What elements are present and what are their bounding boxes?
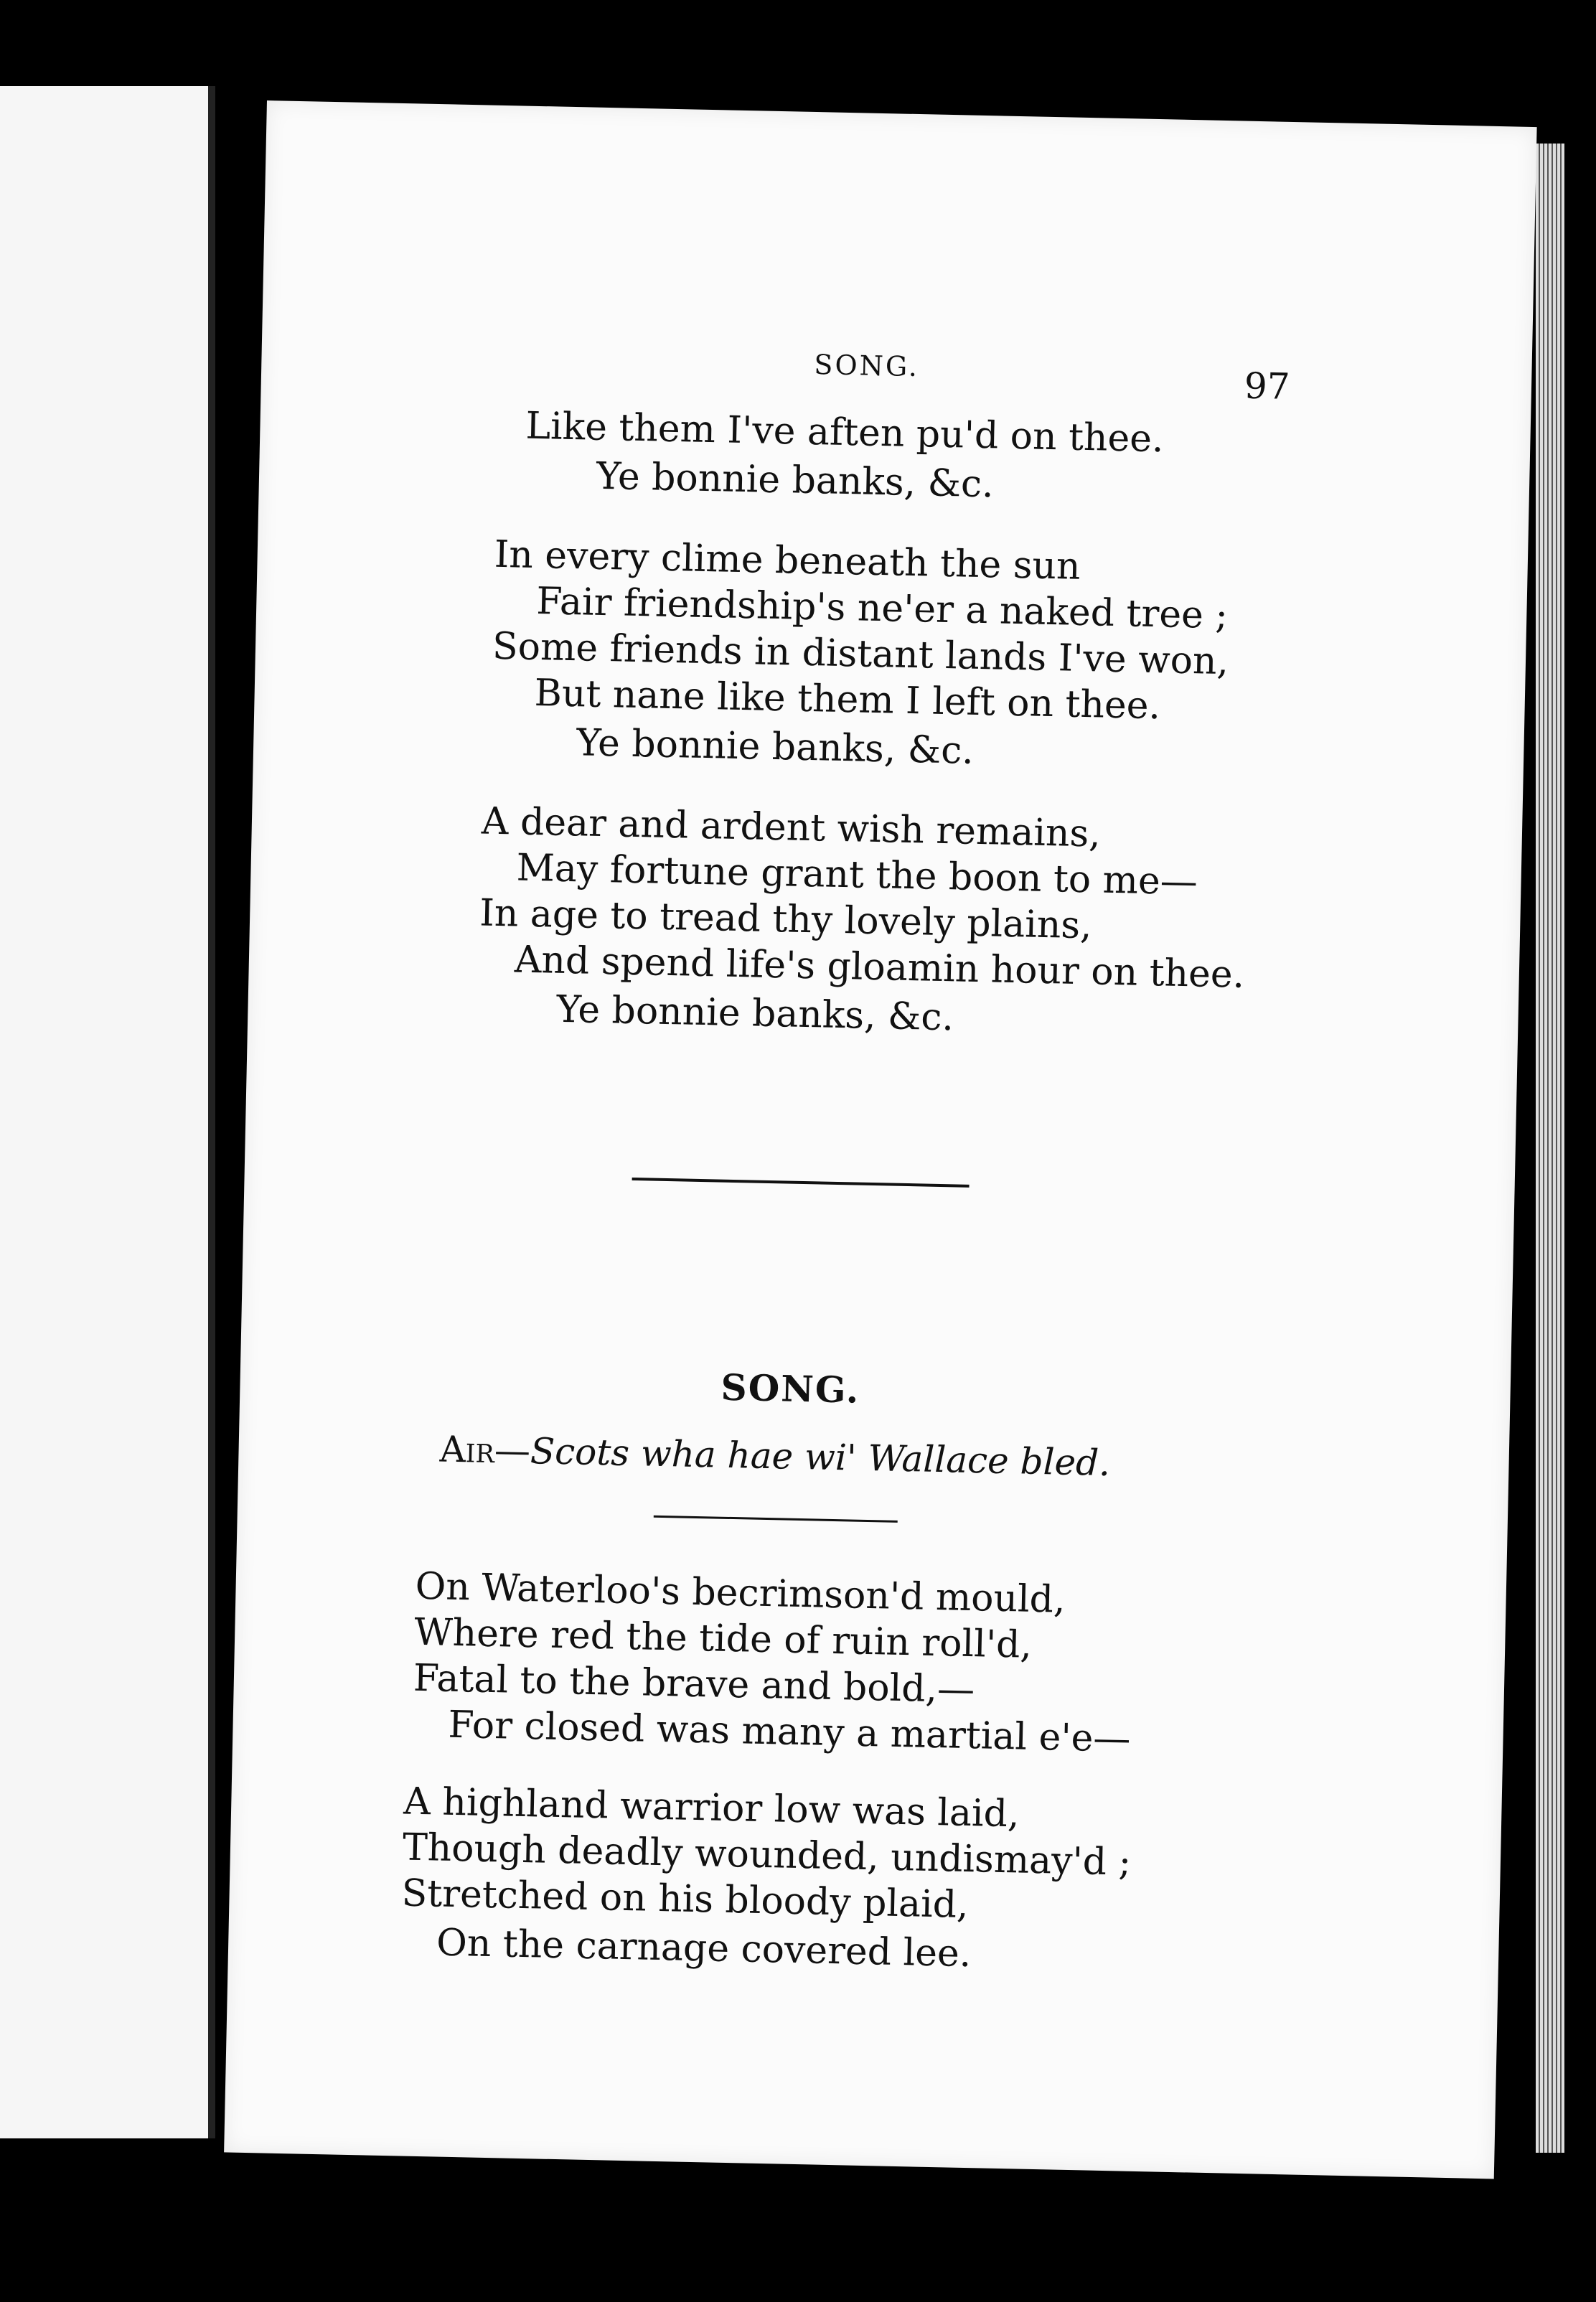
verse-line: And spend life's gloamin hour on thee. xyxy=(514,938,1245,997)
song-title: SONG. xyxy=(720,1366,860,1411)
verse-line: In age to tread thy lovely plains, xyxy=(479,891,1093,948)
running-head: SONG. xyxy=(813,349,920,383)
verse-line: Stretched on his bloody plaid, xyxy=(401,1871,970,1927)
verse-line: A dear and ardent wish remains, xyxy=(481,799,1102,856)
verse-line: Like them I've aften pu'd on thee. xyxy=(525,404,1165,461)
refrain-line: Ye bonnie banks, &c. xyxy=(576,721,975,773)
refrain-line: Ye bonnie banks, &c. xyxy=(596,454,995,507)
page-number: 97 xyxy=(1244,365,1291,408)
verse-line: May fortune grant the boon to me— xyxy=(516,846,1198,904)
refrain-line: Ye bonnie banks, &c. xyxy=(555,987,954,1040)
verse-line: A highland warrior low was laid, xyxy=(403,1780,1020,1836)
title-divider xyxy=(654,1516,898,1523)
verse-line: Though deadly wounded, undismay'd ; xyxy=(402,1826,1132,1884)
verse-line: On Waterloo's becrimson'd mould, xyxy=(415,1564,1066,1622)
air-title: Scots wha hae wi' Wallace bled. xyxy=(530,1430,1111,1485)
section-divider xyxy=(632,1178,970,1188)
verse-line: Fair friendship's ne'er a naked tree ; xyxy=(535,580,1229,638)
verse-line: But nane like them I left on thee. xyxy=(534,671,1161,728)
air-dash: — xyxy=(494,1429,531,1472)
verse-line: On the carnage covered lee. xyxy=(436,1921,972,1976)
page-edges xyxy=(1536,144,1564,2153)
book-page xyxy=(224,100,1537,2179)
verse-line: Fatal to the brave and bold,— xyxy=(413,1656,975,1712)
verse-line: For closed was many a martial e'e— xyxy=(448,1703,1132,1761)
facing-page xyxy=(0,86,215,2138)
verse-line: In every clime beneath the sun xyxy=(494,532,1081,588)
verse-line: Some friends in distant lands I've won, xyxy=(492,624,1229,684)
air-line xyxy=(439,1428,1111,1484)
verse-line: Where red the tide of ruin roll'd, xyxy=(413,1610,1033,1667)
air-label: Air xyxy=(439,1428,495,1472)
